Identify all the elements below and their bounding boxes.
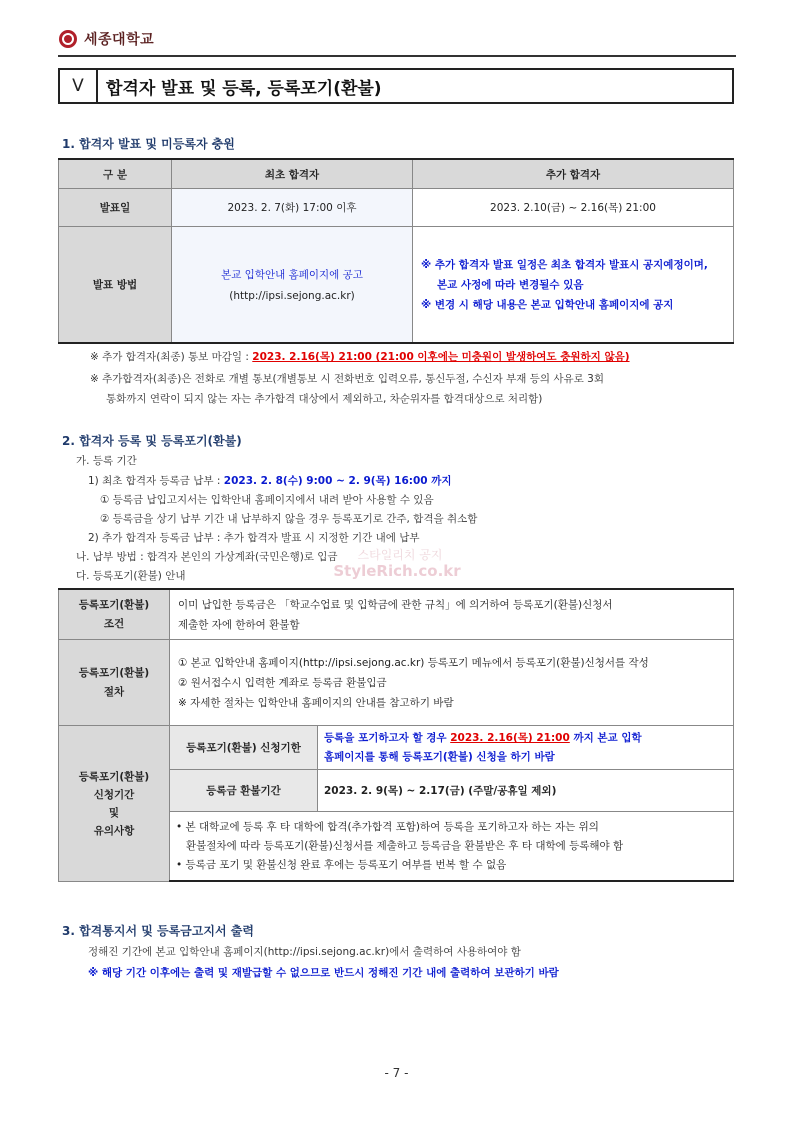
- s2-item1b: ② 등록금을 상기 납부 기간 내 납부하지 않을 경우 등록포기로 간주, 합격을 취소함: [100, 513, 478, 525]
- row3-label-d: 유의사항: [93, 824, 135, 837]
- watermark-line2: StyleRich.co.kr: [333, 562, 461, 580]
- s1-note2a: ※ 추가합격자(최종)은 전화로 개별 통보(개별통보 시 전화번호 입력오류, 통신두절, 수신자 부재 등의 사유로 3회: [90, 373, 604, 385]
- row3-label-b: 신청기간: [93, 788, 135, 801]
- note1-prefix: ※ 추가 합격자(최종) 통보 마감일 :: [90, 351, 249, 363]
- col-label: 구 분: [59, 159, 172, 189]
- col-add: 추가 합격자: [413, 159, 734, 189]
- first-method: 본교 입학안내 홈페이지에 공고: [221, 268, 363, 281]
- first-url: (http://ipsi.sejong.ac.kr): [229, 289, 355, 302]
- refund-label: 등록금 환불기간: [170, 769, 318, 811]
- section-title: 합격자 발표 및 등록, 등록포기(환불): [106, 78, 382, 99]
- table-row: [59, 725, 734, 769]
- s3-line1: 정해진 기간에 본교 입학안내 홈페이지(http://ipsi.sejong.ac.kr)에서 출력하여 사용하여야 함: [88, 946, 521, 958]
- table-row: [59, 589, 734, 639]
- bullet2: • 등록금 포기 및 환불신청 완료 후에는 등록포기 여부를 번복 할 수 없음: [176, 859, 507, 872]
- s2-item2: 2) 추가 합격자 등록금 납부 : 추가 합격자 발표 시 지정한 기간 내에 납부: [88, 532, 420, 544]
- university-name: 세종대학교: [84, 32, 155, 48]
- refund-period: 2023. 2. 9(목) ~ 2.17(금) (주말/공휴일 제외): [318, 769, 734, 811]
- apply-label: 등록포기(환불) 신청기한: [170, 725, 318, 769]
- refund-table: [58, 588, 734, 882]
- row3-label-a: 등록포기(환불): [78, 770, 150, 783]
- row1-label: [59, 589, 170, 639]
- s3-line2: ※ 해당 기간 이후에는 출력 및 재발급할 수 없으므로 반드시 정해진 기간 내에 출력하여 보관하기 바람: [88, 967, 559, 979]
- row2-label: [59, 639, 170, 725]
- item1-period: 2023. 2. 8(수) 9:00 ~ 2. 9(목) 16:00 까지: [223, 475, 452, 487]
- add-note1a: ※ 추가 합격자 발표 일정은 최초 합격자 발표시 공지예정이며,: [421, 258, 708, 271]
- table-row: [59, 189, 734, 227]
- apply-post: 까지 본교 입학: [573, 732, 642, 744]
- row1-text: [170, 589, 734, 639]
- section-title-box: [58, 68, 734, 104]
- s2-item1: [88, 473, 452, 488]
- university-emblem-icon: [58, 29, 78, 49]
- s2-item1a: ① 등록금 납입고지서는 입학안내 홈페이지에서 내려 받아 사용할 수 있음: [100, 494, 434, 506]
- first-date: 2023. 2. 7(화) 17:00 이후: [172, 189, 413, 227]
- row2-label-a: 등록포기(환불): [78, 667, 150, 679]
- add-note2: ※ 변경 시 해당 내용은 본교 입학안내 홈페이지에 공지: [421, 298, 674, 311]
- bullet1b: 환불절차에 따라 등록포기(환불)신청서를 제출하고 등록금을 환불받은 후 타 대학에 등록해야 함: [186, 840, 624, 853]
- row2-text: [170, 639, 734, 725]
- note1-deadline: 2023. 2.16(목) 21:00 (21:00 이후에는 미충원이 발생하여도 충원하지 않음): [252, 351, 630, 363]
- apply-line1: [324, 730, 732, 745]
- s2-heading: 2. 합격자 등록 및 등록포기(환불): [62, 434, 242, 448]
- row2-text-b: ② 원서접수시 입력한 계좌로 등록금 환불입금: [178, 676, 387, 689]
- s2-na: 나. 납부 방법 : 합격자 본인의 가상계좌(국민은행)로 입금: [76, 551, 338, 563]
- s2-da: 다. 등록포기(환불) 안내: [76, 570, 186, 582]
- page-number: - 7 -: [384, 1066, 409, 1080]
- s1-note2b: 통화까지 연락이 되지 않는 자는 추가합격 대상에서 제외하고, 차순위자를 합격대상으로 처리함): [106, 393, 543, 405]
- add-method-cell: [413, 227, 734, 343]
- apply-text: [318, 725, 734, 769]
- s3-heading: 3. 합격통지서 및 등록금고지서 출력: [62, 924, 254, 938]
- table-row: [59, 639, 734, 725]
- s1-note1: [90, 349, 630, 364]
- row-method-label: 발표 방법: [59, 227, 172, 343]
- apply-line2: 홈페이지를 통해 등록포기(환불) 신청을 하기 바람: [324, 751, 555, 763]
- s1-heading: 1. 합격자 발표 및 미등록자 충원: [62, 137, 235, 151]
- row1-label-a: 등록포기(환불): [78, 599, 150, 612]
- add-date: 2023. 2.10(금) ~ 2.16(목) 21:00: [413, 189, 734, 227]
- university-logo: [58, 28, 154, 50]
- col-first: 최초 합격자: [172, 159, 413, 189]
- section-number: Ⅴ: [60, 70, 98, 102]
- row3-label-c: 및: [108, 806, 120, 819]
- s2-ga: 가. 등록 기간: [76, 455, 137, 467]
- row2-label-b: 절차: [103, 686, 125, 698]
- table-row: [59, 227, 734, 343]
- item1-prefix: 1) 최초 합격자 등록금 납부 :: [88, 475, 221, 487]
- first-method-cell: [172, 227, 413, 343]
- apply-deadline: 2023. 2.16(목) 21:00: [450, 732, 570, 744]
- bullet1a: • 본 대학교에 등록 후 타 대학에 합격(추가합격 포함)하여 등록을 포기하고자 하는 자는 위의: [176, 821, 599, 834]
- row-date-label: 발표일: [59, 189, 172, 227]
- add-note1b: 본교 사정에 따라 변경될수 있음: [437, 278, 584, 291]
- watermark-line1: 스타일리치 공지: [357, 548, 443, 562]
- row2-text-a: ① 본교 입학안내 홈페이지(http://ipsi.sejong.ac.kr) 등록포기 메뉴에서 등록포기(환불)신청서를 작성: [178, 656, 649, 669]
- announcement-table: [58, 158, 734, 344]
- row1-text-a: 이미 납입한 등록금은 「학교수업료 및 입학금에 관한 규칙」에 의거하여 등록포기(환불)신청서: [178, 598, 613, 611]
- table-header-row: [59, 159, 734, 189]
- header-rule: [58, 55, 736, 57]
- caution-text: [170, 811, 734, 881]
- row1-text-b: 제출한 자에 한하여 환불함: [178, 618, 300, 631]
- row2-text-c: ※ 자세한 절차는 입학안내 홈페이지의 안내를 참고하기 바람: [178, 696, 454, 709]
- apply-pre: 등록을 포기하고자 할 경우: [324, 732, 447, 744]
- row3-label: [59, 725, 170, 881]
- row1-label-b: 조건: [103, 618, 125, 631]
